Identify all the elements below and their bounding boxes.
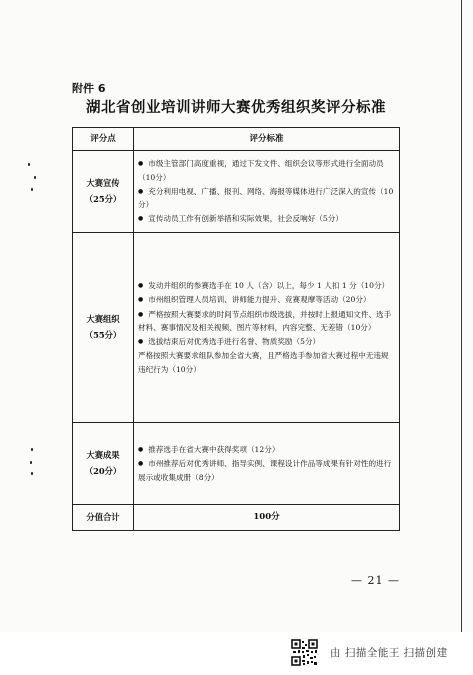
total-row	[73, 505, 400, 531]
scoring-table	[72, 127, 400, 531]
criteria-item: ● 充分利用电视、广播、报刊、网络、海报等媒体进行广泛深入的宣传（10分）	[138, 186, 394, 210]
bullet-icon: ●	[138, 338, 144, 346]
category-points: （20分）	[84, 465, 122, 476]
criteria-item: ● 推荐选手在省大赛中获得奖项（12分）	[138, 445, 280, 455]
page-number: — 21 —	[351, 574, 400, 587]
margin-mark	[30, 461, 32, 464]
scanner-watermark-text: 由 扫描全能王 扫描创建	[330, 647, 448, 659]
header-scoring-criteria: 评分标准	[134, 128, 400, 151]
table-row	[73, 423, 400, 505]
category-cell	[73, 423, 134, 505]
criteria-item: ● 严格按照大赛要求的时间节点组织市级选拔，并按时上报通知文件、选手材料、赛事情况及相关视频、图片等材料，内容完整、无差错（10分）	[138, 309, 392, 332]
total-label: 分值合计	[73, 505, 134, 531]
bullet-icon: ●	[138, 460, 144, 468]
margin-mark	[31, 472, 33, 475]
category-points: （25分）	[84, 193, 122, 204]
bullet-icon: ●	[138, 215, 144, 223]
table-row	[73, 233, 400, 423]
criteria-item: ● 选拔结束后对优秀选手进行名誉、物质奖励（5分）	[138, 337, 321, 347]
category-name: 大赛成果	[86, 449, 120, 460]
criteria-cell	[134, 151, 400, 233]
criteria-cell	[134, 423, 400, 505]
criteria-item: ● 市州组织管理人员培训、讲师能力提升、竞赛观摩等活动（20分）	[138, 295, 371, 305]
category-points: （55分）	[84, 329, 122, 340]
category-cell	[73, 233, 134, 423]
margin-mark	[31, 188, 33, 191]
bullet-icon: ●	[138, 187, 144, 195]
criteria-item: ● 市州推荐后对优秀讲师、指导实例、课程设计作品等成果有针对性的进行展示或收集成册（8分）	[138, 459, 392, 482]
page-title: 湖北省创业培训讲师大赛优秀组织奖评分标准	[86, 100, 386, 116]
category-name: 大赛宣传	[86, 177, 120, 188]
table-row	[73, 151, 400, 233]
page-edge	[461, 0, 462, 632]
margin-mark	[34, 176, 36, 179]
criteria-item: ● 市级主管部门高度重视，通过下发文件、组织会议等形式进行全面动员（10分）	[138, 159, 384, 182]
bullet-icon: ●	[138, 310, 144, 318]
criteria-item: ● 宣传动员工作有创新举措和实际效果，社会反响好（5分）	[138, 214, 343, 224]
total-value: 100分	[134, 505, 400, 531]
criteria-item: ● 发动并组织的参赛选手在 10 人（含）以上，每少 1 人扣 1 分（10分）	[138, 281, 390, 291]
annex-label: 附件 6	[72, 82, 106, 95]
bullet-icon: ●	[138, 446, 144, 454]
header-scoring-point: 评分点	[73, 128, 134, 151]
margin-mark	[28, 163, 30, 166]
bullet-icon: ●	[138, 160, 144, 168]
bullet-icon: ●	[138, 282, 144, 290]
table-header-row	[73, 128, 400, 151]
criteria-cell	[134, 233, 400, 423]
margin-mark	[31, 448, 33, 451]
category-name: 大赛组织	[86, 313, 120, 324]
criteria-item: 严格按照大赛要求组队参加全省大赛，且严格选手参加省大赛过程中无违规违纪行为（10分）	[138, 351, 389, 374]
qr-code-icon	[291, 639, 318, 666]
category-cell	[73, 151, 134, 233]
bullet-icon: ●	[138, 296, 144, 304]
